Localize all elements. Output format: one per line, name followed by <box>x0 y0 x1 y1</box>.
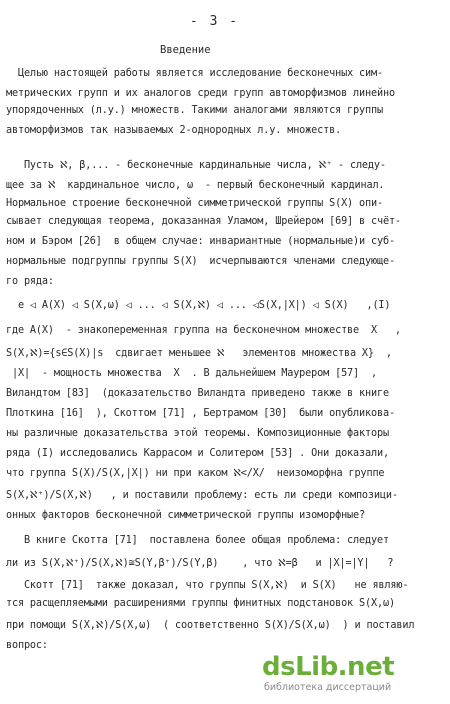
text-line: метрических групп и их аналогов среди групп автоморфизмов линейно <box>6 88 395 99</box>
text-line: ли из S(X,ℵ⁺)/S(X,ℵ)≅S(Y,β⁺)/S(Y,β) , что ℵ=β и |X|=|Y| ? <box>6 558 394 569</box>
text-line: e ◁ A(X) ◁ S(X,ω) ◁ ... ◁ S(X,ℵ) ◁ ... ◁S(X,|X|) ◁ S(X) ,(I) <box>6 300 391 311</box>
text-line: |X| - мощность множества X . В дальнейшем Маурером [57] , <box>6 368 377 379</box>
text-line: S(X,ℵ)={s∈S(X)|s сдвигает меньшее ℵ элементов множества X} , <box>6 348 392 359</box>
text-line: Пусть ℵ, β,... - бесконечные кардинальные числа, ℵ⁺ - следу- <box>6 160 386 171</box>
text-line: сывает следующая теорема, доказанная Уламом, Шрейером [69] в счёт- <box>6 216 401 227</box>
watermark <box>262 650 434 696</box>
text-line: автоморфизмов так называемых 2-однородных л.у. множеств. <box>6 125 342 136</box>
watermark-subtitle: библиотека диссертаций <box>264 682 392 693</box>
page-number: - 3 - <box>190 14 240 29</box>
text-line: ном и Бэром [26] в общем случае: инвариантные (нормальные)и суб- <box>6 236 395 247</box>
text-line: Виландтом [83] (доказательство Виландта приведено также в книге <box>6 388 389 399</box>
text-line: В книге Скотта [71] поставлена более общая проблема: следует <box>6 535 389 546</box>
text-line: что группа S(X)/S(X,|X|) ни при каком ℵ</X/ неизоморфна группе <box>6 468 385 479</box>
text-line: Целью настоящей работы является исследование бесконечных сим- <box>18 68 383 79</box>
text-line: Плоткина [16] ), Скоттом [71] , Бертрамом [30] были опубликова- <box>6 408 395 419</box>
text-line: тся расщепляемыми расширениями группы финитных подстановок S(X,ω) <box>6 598 395 609</box>
text-line: го ряда: <box>6 276 54 287</box>
text-line: Скотт [71] также доказал, что группы S(X,ℵ) и S(X) не являю- <box>6 580 409 591</box>
text-line: ны различные доказательства этой теоремы. Композиционные факторы <box>6 428 389 439</box>
watermark-logo: dsLib.net <box>262 652 395 682</box>
text-line: онных факторов бесконечной симметрической группы изоморфные? <box>6 510 366 521</box>
text-line: Нормальное строение бесконечной симметрической группы S(X) опи- <box>6 198 383 209</box>
page-title: Введение <box>160 44 211 56</box>
text-line: упорядоченных (л.у.) множеств. Такими аналогами являются группы <box>6 105 383 116</box>
text-line: щее за ℵ кардинальное число, ω - первый бесконечный кардинал. <box>6 180 385 191</box>
text-line: где A(X) - знакопеременная группа на бесконечном множестве X , <box>6 325 401 336</box>
text-line: при помощи S(X,ℵ)/S(X,ω) ( соответственно S(X)/S(X,ω) ) и поставил <box>6 620 415 631</box>
text-line: вопрос: <box>6 640 48 651</box>
text-line: нормальные подгруппы группы S(X) исчерпываются членами следующе- <box>6 256 395 267</box>
text-line: S(X,ℵ⁺)/S(X,ℵ) , и поставили проблему: есть ли среди композици- <box>6 490 398 501</box>
text-line: ряда (I) исследовались Каррасом и Солитером [53] . Они доказали, <box>6 448 389 459</box>
